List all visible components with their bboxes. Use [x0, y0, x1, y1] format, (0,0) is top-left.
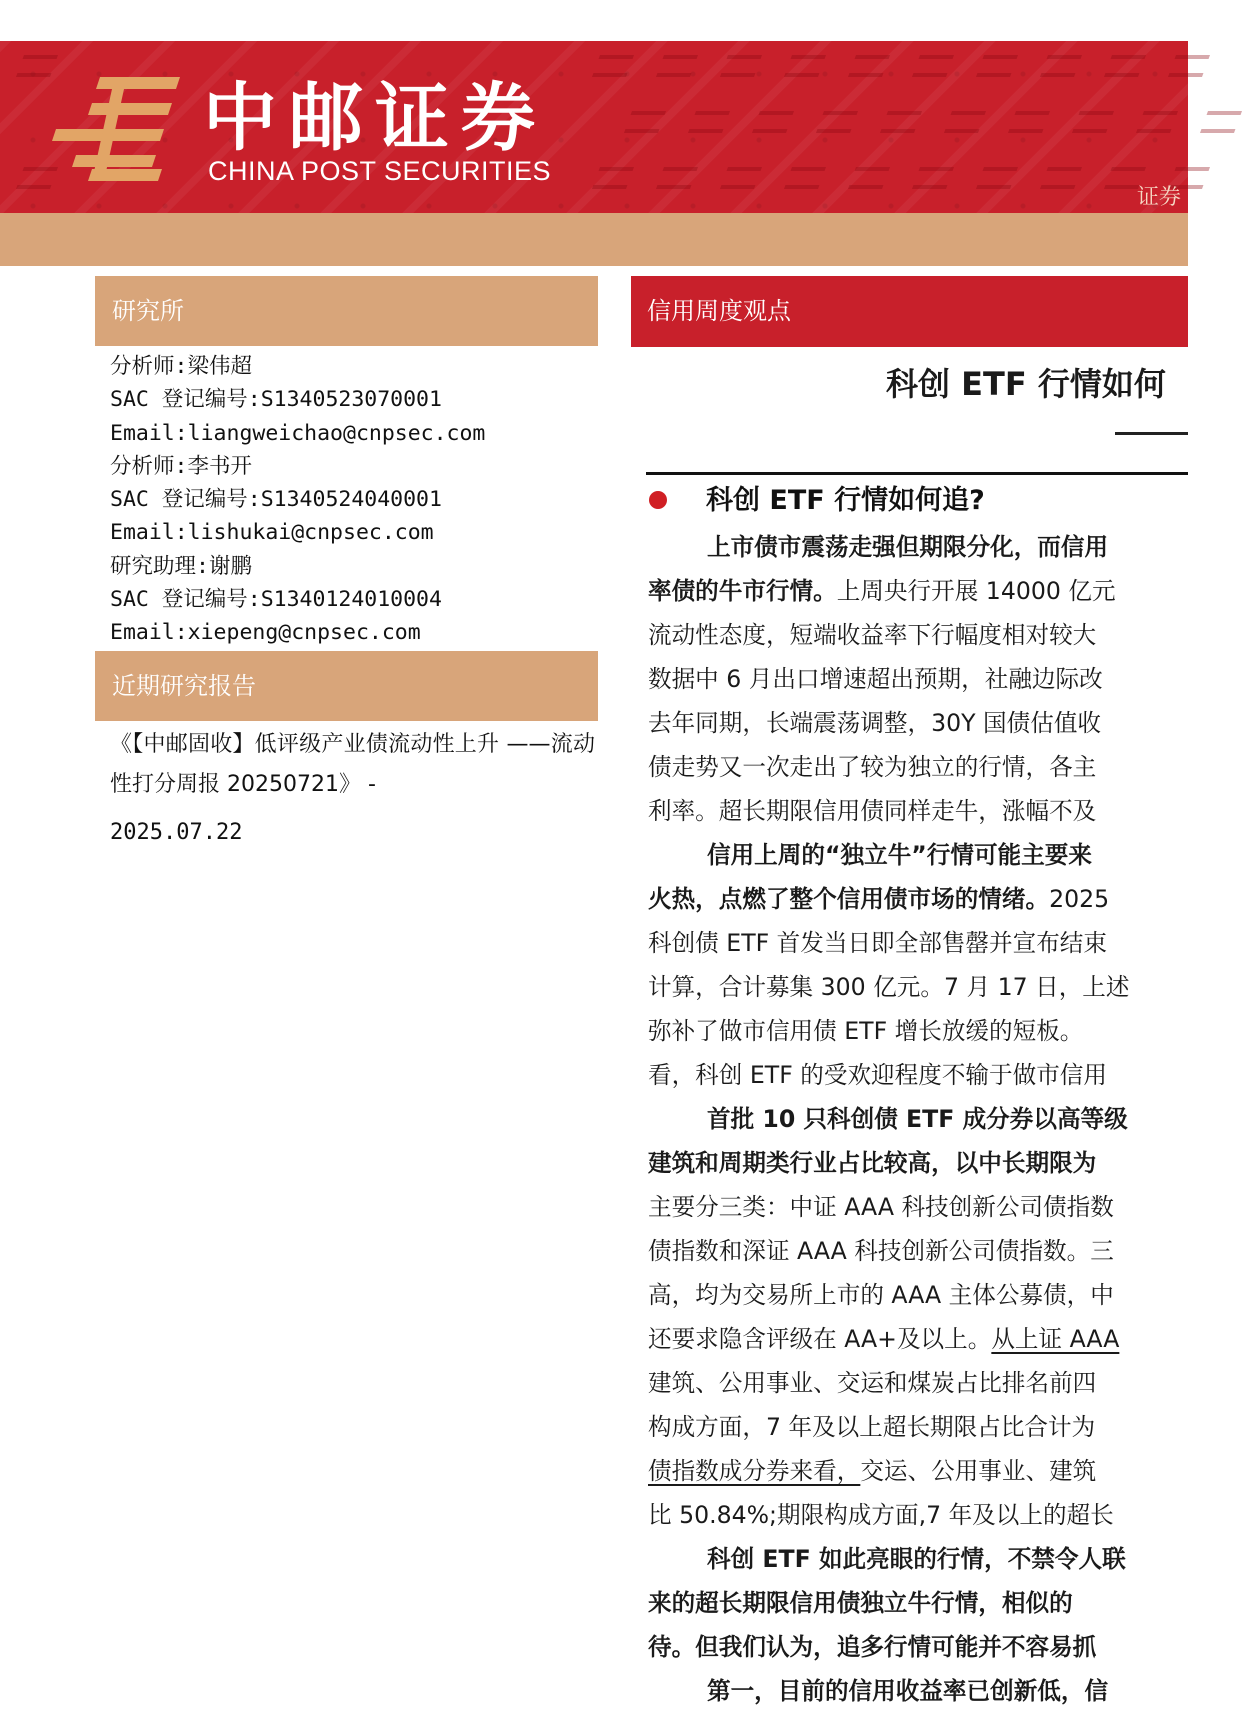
- body-text: [648, 525, 1188, 1705]
- pattern-mark: [976, 167, 1018, 189]
- analyst-email[interactable]: Email:xiepeng@cnpsec.com: [110, 620, 421, 646]
- body-line: [648, 745, 1188, 789]
- body-line: [648, 569, 1188, 613]
- body-line: [648, 1097, 1188, 1141]
- body-line: [648, 833, 1188, 877]
- body-text-segment: 比 50.84%;期限构成方面,7 年及以上的超长: [648, 1501, 1114, 1529]
- institute-heading: 研究所: [95, 276, 598, 346]
- body-line: [648, 1185, 1188, 1229]
- body-text-segment: 首批 10 只科创债 ETF 成分券以高等级: [707, 1105, 1128, 1133]
- analyst-line: SAC 登记编号:S1340523070001: [110, 387, 442, 413]
- pattern-mark: [784, 167, 826, 189]
- header-banner: [0, 41, 1188, 213]
- pattern-mark: [848, 167, 890, 189]
- pattern-mark: [592, 55, 634, 77]
- body-text-segment: 看，科创 ETF 的受欢迎程度不输于做市信用: [648, 1061, 1107, 1089]
- analyst-line: 分析师:李书开: [110, 453, 252, 479]
- body-line: [648, 1581, 1188, 1625]
- body-line: [648, 1053, 1188, 1097]
- body-text-segment: 科创 ETF 如此亮眼的行情，不禁令人联: [707, 1545, 1126, 1573]
- pattern-mark: [1040, 167, 1082, 189]
- pattern-mark: [720, 55, 762, 77]
- pattern-mark: [1072, 111, 1114, 133]
- section-divider: [646, 472, 1188, 475]
- analyst-info: [110, 350, 590, 650]
- body-text-segment: 主要分三类：中证 AAA 科技创新公司债指数: [648, 1193, 1114, 1221]
- pattern-mark: [752, 111, 794, 133]
- body-line: [648, 657, 1188, 701]
- body-text-segment: 建筑、公用事业、交运和煤炭占比排名前四: [648, 1369, 1097, 1397]
- pattern-mark: [944, 111, 986, 133]
- body-line: [648, 1229, 1188, 1273]
- recent-report-link[interactable]: 《【中邮固收】低评级产业债流动性上升 ——流动性打分周报 20250721》 -: [110, 732, 595, 797]
- body-text-segment: 利率。超长期限信用债同样走牛，涨幅不及: [648, 797, 1097, 825]
- body-line: [648, 1009, 1188, 1053]
- body-line: [648, 1361, 1188, 1405]
- recent-reports-heading: 近期研究报告: [95, 651, 598, 721]
- pattern-mark: [688, 111, 730, 133]
- header-band: [0, 213, 1188, 266]
- body-line: [648, 701, 1188, 745]
- body-line: [648, 1625, 1188, 1669]
- analyst-email[interactable]: Email:liangweichao@cnpsec.com: [110, 420, 486, 446]
- recent-report-date: 2025.07.22: [110, 820, 243, 845]
- brand-name-chinese: 中邮证券: [203, 75, 547, 161]
- body-text-segment: 交运、公用事业、建筑: [860, 1457, 1097, 1485]
- body-text-segment: 流动性态度，短端收益率下行幅度相对较大: [648, 621, 1097, 649]
- body-line: [648, 613, 1188, 657]
- brand-name-english: CHINA POST SECURITIES: [208, 156, 552, 186]
- pattern-mark: [720, 167, 762, 189]
- pattern-mark: [880, 111, 922, 133]
- body-text-segment: 债指数成分券来看，: [648, 1457, 861, 1485]
- analyst-line: SAC 登记编号:S1340124010004: [110, 587, 442, 613]
- body-text-segment: 上周央行开展 14000 亿元: [836, 577, 1116, 605]
- pattern-mark: [1104, 55, 1146, 77]
- pattern-mark: [784, 55, 826, 77]
- pattern-mark: [656, 55, 698, 77]
- body-line: [648, 1405, 1188, 1449]
- body-text-segment: 2025: [1049, 885, 1110, 913]
- body-line: [648, 1273, 1188, 1317]
- pattern-mark: [1136, 111, 1178, 133]
- pattern-mark: [656, 167, 698, 189]
- body-text-segment: 弥补了做市信用债 ETF 增长放缓的短板。: [648, 1017, 1084, 1045]
- body-line: [648, 1449, 1188, 1493]
- analyst-line: 研究助理:谢鹏: [110, 553, 252, 579]
- pattern-mark: [976, 55, 1018, 77]
- body-line: [648, 789, 1188, 833]
- pattern-mark: [1200, 111, 1242, 133]
- body-text-segment: 火热，点燃了整个信用债市场的情绪。: [648, 885, 1050, 913]
- pattern-mark: [848, 55, 890, 77]
- body-line: [648, 965, 1188, 1009]
- body-text-segment: 信用上周的“独立牛”行情可能主要来: [707, 841, 1092, 869]
- body-line: [648, 1669, 1188, 1713]
- pattern-mark: [1008, 111, 1050, 133]
- body-text-segment: 债走势又一次走出了较为独立的行情，各主: [648, 753, 1097, 781]
- body-text-segment: 科创债 ETF 首发当日即全部售罄并宣布结束: [648, 929, 1107, 957]
- body-text-segment: 建筑和周期类行业占比较高，以中长期限为: [648, 1149, 1097, 1177]
- body-text-segment: 待。但我们认为，追多行情可能并不容易抓: [648, 1633, 1097, 1661]
- body-text-segment: 构成方面，7 年及以上超长期限占比合计为: [648, 1413, 1096, 1441]
- body-text-segment: 高，均为交易所上市的 AAA 主体公募债，中: [648, 1281, 1114, 1309]
- pattern-mark: [592, 167, 634, 189]
- body-text-segment: 率债的牛市行情。: [648, 577, 837, 605]
- body-text-segment: 上市债市震荡走强但期限分化，而信用: [707, 533, 1109, 561]
- body-text-segment: 从上证 AAA: [991, 1325, 1120, 1353]
- body-text-segment: 数据中 6 月出口增速超出预期，社融边际改: [648, 665, 1103, 693]
- title-dash: [1115, 432, 1188, 435]
- pattern-mark: [912, 167, 954, 189]
- analyst-email[interactable]: Email:lishukai@cnpsec.com: [110, 520, 434, 546]
- pattern-mark: [1168, 55, 1210, 77]
- body-text-segment: 债指数和深证 AAA 科技创新公司债指数。三: [648, 1237, 1114, 1265]
- page-title: 科创 ETF 行情如何: [886, 365, 1166, 403]
- body-line: [648, 1141, 1188, 1185]
- section-heading: 科创 ETF 行情如何追?: [706, 485, 985, 516]
- pattern-mark: [912, 55, 954, 77]
- report-type-tag: 证券: [1137, 185, 1182, 210]
- bullet-icon: [649, 491, 667, 509]
- body-line: [648, 1317, 1188, 1361]
- body-line: [648, 525, 1188, 569]
- report-category: 信用周度观点: [631, 276, 1188, 347]
- pattern-mark: [624, 111, 666, 133]
- pattern-mark: [816, 111, 858, 133]
- body-text-segment: 计算，合计募集 300 亿元。7 月 17 日，上述: [648, 973, 1130, 1001]
- body-text-segment: 第一，目前的信用收益率已创新低，信: [707, 1677, 1109, 1705]
- body-line: [648, 1537, 1188, 1581]
- analyst-line: SAC 登记编号:S1340524040001: [110, 487, 442, 513]
- body-line: [648, 921, 1188, 965]
- body-text-segment: 来的超长期限信用债独立牛行情，相似的: [648, 1589, 1073, 1617]
- body-text-segment: 还要求隐含评级在 AA+及以上。: [648, 1325, 992, 1353]
- body-line: [648, 1493, 1188, 1537]
- body-text-segment: 去年同期，长端震荡调整，30Y 国债估值收: [648, 709, 1102, 737]
- china-post-logo-icon: [52, 69, 184, 187]
- pattern-mark: [1040, 55, 1082, 77]
- analyst-line: 分析师:梁伟超: [110, 354, 252, 379]
- body-line: [648, 877, 1188, 921]
